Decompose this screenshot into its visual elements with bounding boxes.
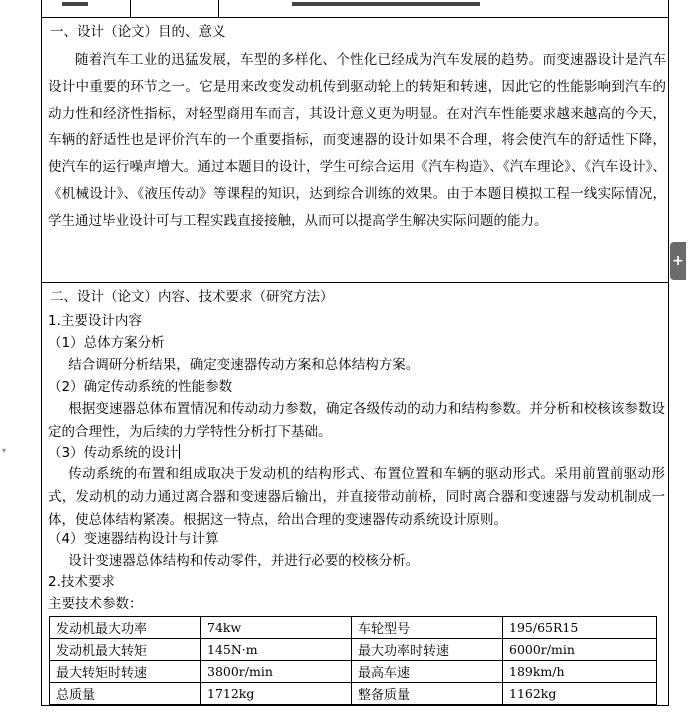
section1-title: 一、设计（论文）目的、意义 [50,24,226,40]
table-cell: 74kw [201,617,352,639]
text-cursor [179,444,180,459]
item1-body: 结合调研分析结果，确定变速器传动方案和总体结构方案。 [68,357,420,373]
main-design-content-heading: 1.主要设计内容 [48,313,142,329]
expand-tab-button[interactable]: + [670,242,686,280]
tech-requirements-heading: 2.技术要求 [48,574,115,590]
main-params-label: 主要技术参数： [48,596,143,612]
frame-bottom-border [41,705,669,706]
item2-body: 根据变速器总体布置情况和传动动力参数，确定各级传动的动力和结构参数。并分析和校核该参数设定的合理性，为后续的力学特性分析打下基础。 [48,401,665,440]
header-clipped-text-left [62,2,88,6]
frame-right-border [668,0,669,706]
table-cell: 最高车速 [352,661,503,683]
frame-left-border [41,0,42,706]
table-cell: 195/65R15 [503,617,657,639]
table-cell: 6000r/min [503,639,657,661]
table-cell: 总质量 [50,683,201,705]
margin-marker-icon: ▾ [2,446,7,455]
table-cell: 整备质量 [352,683,503,705]
table-cell: 最大功率时转速 [352,639,503,661]
table-cell: 145N·m [201,639,352,661]
table-cell: 发动机最大功率 [50,617,201,639]
table-row [50,639,657,661]
table-cell: 车轮型号 [352,617,503,639]
item3-title-text: （3）传动系统的设计 [48,445,179,461]
table-row [50,683,657,705]
section1-paragraph: 随着汽车工业的迅猛发展，车型的多样化、个性化已经成为汽车发展的趋势。而变速器设计是汽车设计中重要的环节之一。它是用来改变发动机传到驱动轮上的转矩和转速，因此它的性能影响到汽车的动力性和经济性指标，对轻型商用车而言，其设计意义更为明显。在对汽车性能要求越来越高的今天，车辆的舒适性也是评价汽车的一个重要指标，而变速器的设计如果不合理，将会使汽车的舒适性下降，使汽车的运行噪声增大。通过本题目的设计，学生可综合运用《汽车构造》、《汽车理论》、《汽车设计》、《机械设计》、《液压传动》等课程的知识，达到综合训练的效果。由于本题目模拟工程一线实际情况，学生通过毕业设计可与工程实践直接接触，从而可以提高学生解决实际问题的能力。 [48,52,666,229]
item2-title: （2）确定传动系统的性能参数 [48,379,233,395]
header-clipped-text [292,2,480,6]
item3-title [48,443,180,463]
table-row [50,617,657,639]
table-cell: 1712kg [201,683,352,705]
table-row [50,661,657,683]
item4-title: （4）变速器结构设计与计算 [48,531,219,547]
header-row-bottom-border [41,17,669,18]
section-divider [41,282,669,283]
item4-body: 设计变速器总体结构和传动零件，并进行必要的校核分析。 [68,553,420,569]
spec-table [49,616,657,705]
table-cell: 发动机最大转矩 [50,639,201,661]
header-cell-divider-1 [130,0,131,18]
table-cell: 1162kg [503,683,657,705]
item3-body: 传动系统的布置和组成取决于发动机的结构形式、布置位置和车辆的驱动形式。采用前置前驱动形式，发动机的动力通过离合器和变速器后输出，并直接带动前桥，同时离合器和变速器与发动机制成一体，使总体结构紧凑。根据这一特点，给出合理的变速器传动系统设计原则。 [48,466,665,528]
table-cell: 189km/h [503,661,657,683]
table-cell: 3800r/min [201,661,352,683]
section2-title: 二、设计（论文）内容、技术要求（研究方法） [50,289,334,305]
item1-title: （1）总体方案分析 [48,335,165,351]
table-cell: 最大转矩时转速 [50,661,201,683]
header-cell-divider-2 [218,0,219,18]
